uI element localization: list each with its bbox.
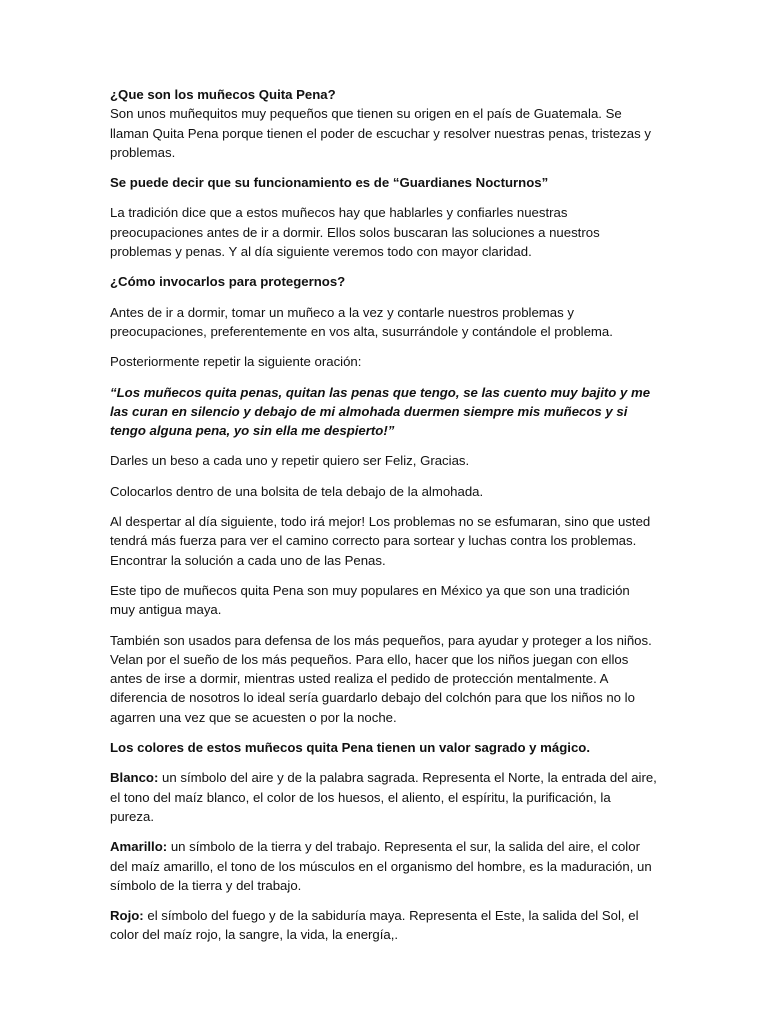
mexico-paragraph: Este tipo de muñecos quita Pena son muy populares en México ya que son una tradición muy antigua maya. bbox=[110, 582, 630, 618]
morning-paragraph: Al despertar al día siguiente, todo irá mejor! Los problemas no se esfumaran, sino que usted tendrá más fuerza para ver el camino correcto para sortear y luchas contra los problemas. Encontrar la solución a cada uno de las Penas. bbox=[110, 514, 651, 568]
question-heading-invoke: ¿Cómo invocarlos para protegernos? bbox=[110, 274, 346, 290]
document-body bbox=[110, 85, 658, 956]
color-red-label: Rojo: bbox=[110, 908, 144, 924]
color-white-paragraph bbox=[110, 768, 658, 826]
children-paragraph: También son usados para defensa de los más pequeños, para ayudar y proteger a los niños. Velan por el sueño de los más pequeños. Para ello, hacer que los niños juegan con ellos antes de irse a dormir, mientras usted realiza el pedido de protección mentalmente. A diferencia de nosotros lo ideal sería guardarlo debajo del colchón para que los niños no lo agarren una vez que se acuesten o por la noche. bbox=[110, 632, 652, 725]
bag-instruction: Colocarlos dentro de una bolsita de tela debajo de la almohada. bbox=[110, 483, 484, 499]
question-heading-what: ¿Que son los muñecos Quita Pena? bbox=[110, 87, 336, 102]
color-white-text: un símbolo del aire y de la palabra sagrada. Representa el Norte, la entrada del aire, el tono del maíz blanco, el color de los huesos, el aliento, el espíritu, la purificación, la pureza. bbox=[110, 770, 657, 824]
intro-paragraph bbox=[110, 85, 658, 162]
color-red-paragraph bbox=[110, 906, 658, 945]
tradition-paragraph: La tradición dice que a estos muñecos hay que hablarles y confiarles nuestras preocupaciones antes de ir a dormir. Ellos solos buscaran las soluciones a nuestros problemas y penas. Y al día siguiente veremos todo con mayor claridad. bbox=[110, 205, 600, 260]
color-red-text: el símbolo del fuego y de la sabiduría maya. Representa el Este, la salida del Sol, el color del maíz rojo, la sangre, la vida, la energía,. bbox=[110, 908, 639, 943]
colors-heading: Los colores de estos muñecos quita Pena tienen un valor sagrado y mágico. bbox=[110, 740, 591, 756]
color-white-label: Blanco: bbox=[110, 770, 159, 786]
color-yellow-label: Amarillo: bbox=[110, 839, 168, 855]
invoke-paragraph: Antes de ir a dormir, tomar un muñeco a la vez y contarle nuestros problemas y preocupaciones, preferentemente en vos alta, susurrándole y contándole el problema. bbox=[110, 304, 613, 339]
prayer-intro: Posteriormente repetir la siguiente oración: bbox=[110, 354, 362, 370]
intro-text: Son unos muñequitos muy pequeños que tienen su origen en el país de Guatemala. Se llaman Quita Pena porque tienen el poder de escuchar y resolver nuestras penas, tristezas y problemas. bbox=[110, 106, 651, 160]
color-yellow-text: un símbolo de la tierra y del trabajo. Representa el sur, la salida del aire, el color del maíz amarillo, el tono de los músculos en el organismo del hombre, es la maduración, un símbolo de la tierra y del trabajo. bbox=[110, 839, 652, 893]
guardians-statement: Se puede decir que su funcionamiento es de “Guardianes Nocturnos” bbox=[110, 175, 549, 191]
kiss-instruction: Darles un beso a cada uno y repetir quiero ser Feliz, Gracias. bbox=[110, 453, 470, 469]
color-yellow-paragraph bbox=[110, 837, 658, 895]
prayer-quote: “Los muñecos quita penas, quitan las penas que tengo, se las cuento muy bajito y me las curan en silencio y debajo de mi almohada duermen siempre mis muñecos y si tengo alguna pena, yo sin ella me despierto!” bbox=[110, 384, 651, 439]
